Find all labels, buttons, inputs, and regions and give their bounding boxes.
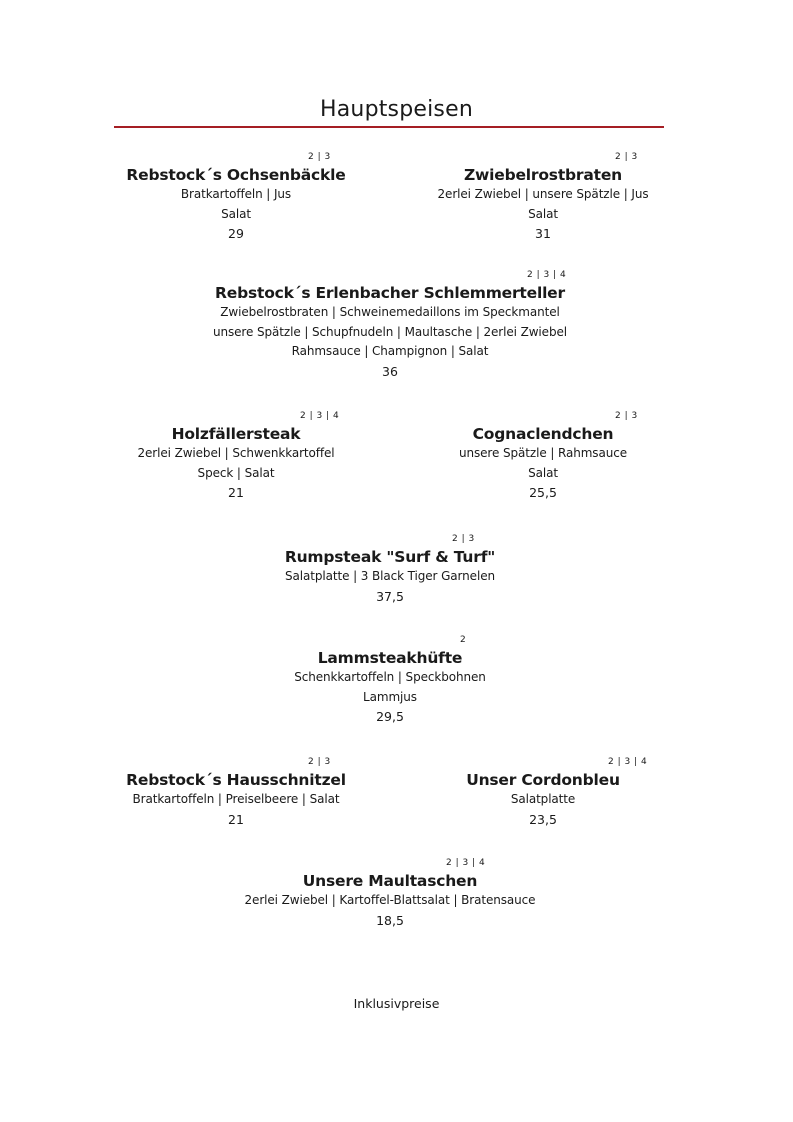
dish-description: Rahmsauce | Champignon | Salat	[291, 344, 489, 358]
menu-item-maultaschen	[190, 858, 590, 931]
dish-price: 29	[228, 226, 244, 241]
allergen-codes: 2 | 3	[615, 152, 638, 162]
dish-name: Rumpsteak "Surf & Turf"	[284, 548, 496, 566]
dish-price: 31	[535, 226, 551, 241]
menu-item-cognaclendchen	[393, 411, 693, 503]
allergen-codes: 2 | 3	[308, 152, 331, 162]
menu-item-cordonbleu	[393, 757, 693, 830]
allergen-codes: 2 | 3 | 4	[527, 270, 567, 280]
allergen-codes: 2 | 3 | 4	[300, 411, 340, 421]
menu-item-schlemmerteller	[140, 270, 640, 382]
menu-item-lammsteakhuefte	[240, 635, 540, 727]
dish-description: 2erlei Zwiebel | unsere Spätzle | Jus	[437, 187, 649, 201]
dish-description: Speck | Salat	[197, 465, 275, 480]
dish-name: Rebstock´s Erlenbacher Schlemmerteller	[215, 284, 565, 302]
dish-name: Lammsteakhüfte	[317, 649, 463, 667]
dish-name: Cognaclendchen	[472, 425, 614, 443]
dish-price: 36	[382, 363, 398, 379]
dish-name: Unsere Maultaschen	[302, 872, 478, 890]
dish-description: unsere Spätzle | Schupfnudeln | Maultasche | 2erlei Zwiebel	[212, 324, 567, 339]
menu-item-hausschnitzel	[86, 757, 386, 830]
dish-price: 23,5	[529, 811, 557, 827]
dish-description: Bratkartoffeln | Jus	[180, 187, 292, 201]
dish-name: Unser Cordonbleu	[466, 771, 620, 789]
dish-description: Salatplatte | 3 Black Tiger Garnelen	[285, 569, 495, 583]
allergen-codes: 2	[460, 635, 467, 645]
page-title: Hauptspeisen	[320, 97, 473, 122]
dish-description: 2erlei Zwiebel | Kartoffel-Blattsalat | Bratensauce	[244, 893, 536, 907]
allergen-codes: 2 | 3	[615, 411, 638, 421]
dish-name: Holzfällersteak	[171, 425, 301, 443]
menu-item-ochsenbaeckle	[86, 152, 386, 244]
dish-description: Lammjus	[363, 689, 417, 704]
dish-description: Salat	[528, 465, 558, 480]
allergen-codes: 2 | 3 | 4	[446, 858, 486, 868]
dish-name: Rebstock´s Ochsenbäckle	[126, 166, 346, 184]
allergen-codes: 2 | 3	[308, 757, 331, 767]
dish-price: 29,5	[376, 709, 404, 724]
dish-price: 21	[228, 485, 244, 500]
dish-description: Schenkkartoffeln | Speckbohnen	[294, 670, 486, 684]
dish-description: Salatplatte	[510, 792, 576, 806]
allergen-codes: 2 | 3	[452, 534, 475, 544]
dish-description: Bratkartoffeln | Preiselbeere | Salat	[132, 792, 340, 806]
menu-item-rumpsteak	[240, 534, 540, 607]
dish-description: 2erlei Zwiebel | Schwenkkartoffel	[137, 446, 335, 460]
dish-description: unsere Spätzle | Rahmsauce	[458, 446, 627, 460]
allergen-codes: 2 | 3 | 4	[608, 757, 648, 767]
dish-name: Rebstock´s Hausschnitzel	[126, 771, 346, 789]
title-divider	[114, 126, 664, 128]
dish-description: Zwiebelrostbraten | Schweinemedaillons im Speckmantel	[220, 305, 560, 319]
dish-price: 21	[228, 811, 244, 827]
price-note: Inklusivpreise	[353, 996, 440, 1011]
dish-description: Salat	[528, 206, 558, 221]
dish-name: Zwiebelrostbraten	[464, 166, 622, 184]
menu-item-holzfaellersteak	[86, 411, 386, 503]
dish-price: 37,5	[376, 588, 404, 604]
dish-price: 18,5	[376, 912, 404, 928]
menu-item-zwiebelrostbraten	[393, 152, 693, 244]
dish-price: 25,5	[529, 485, 557, 500]
dish-description: Salat	[221, 206, 251, 221]
